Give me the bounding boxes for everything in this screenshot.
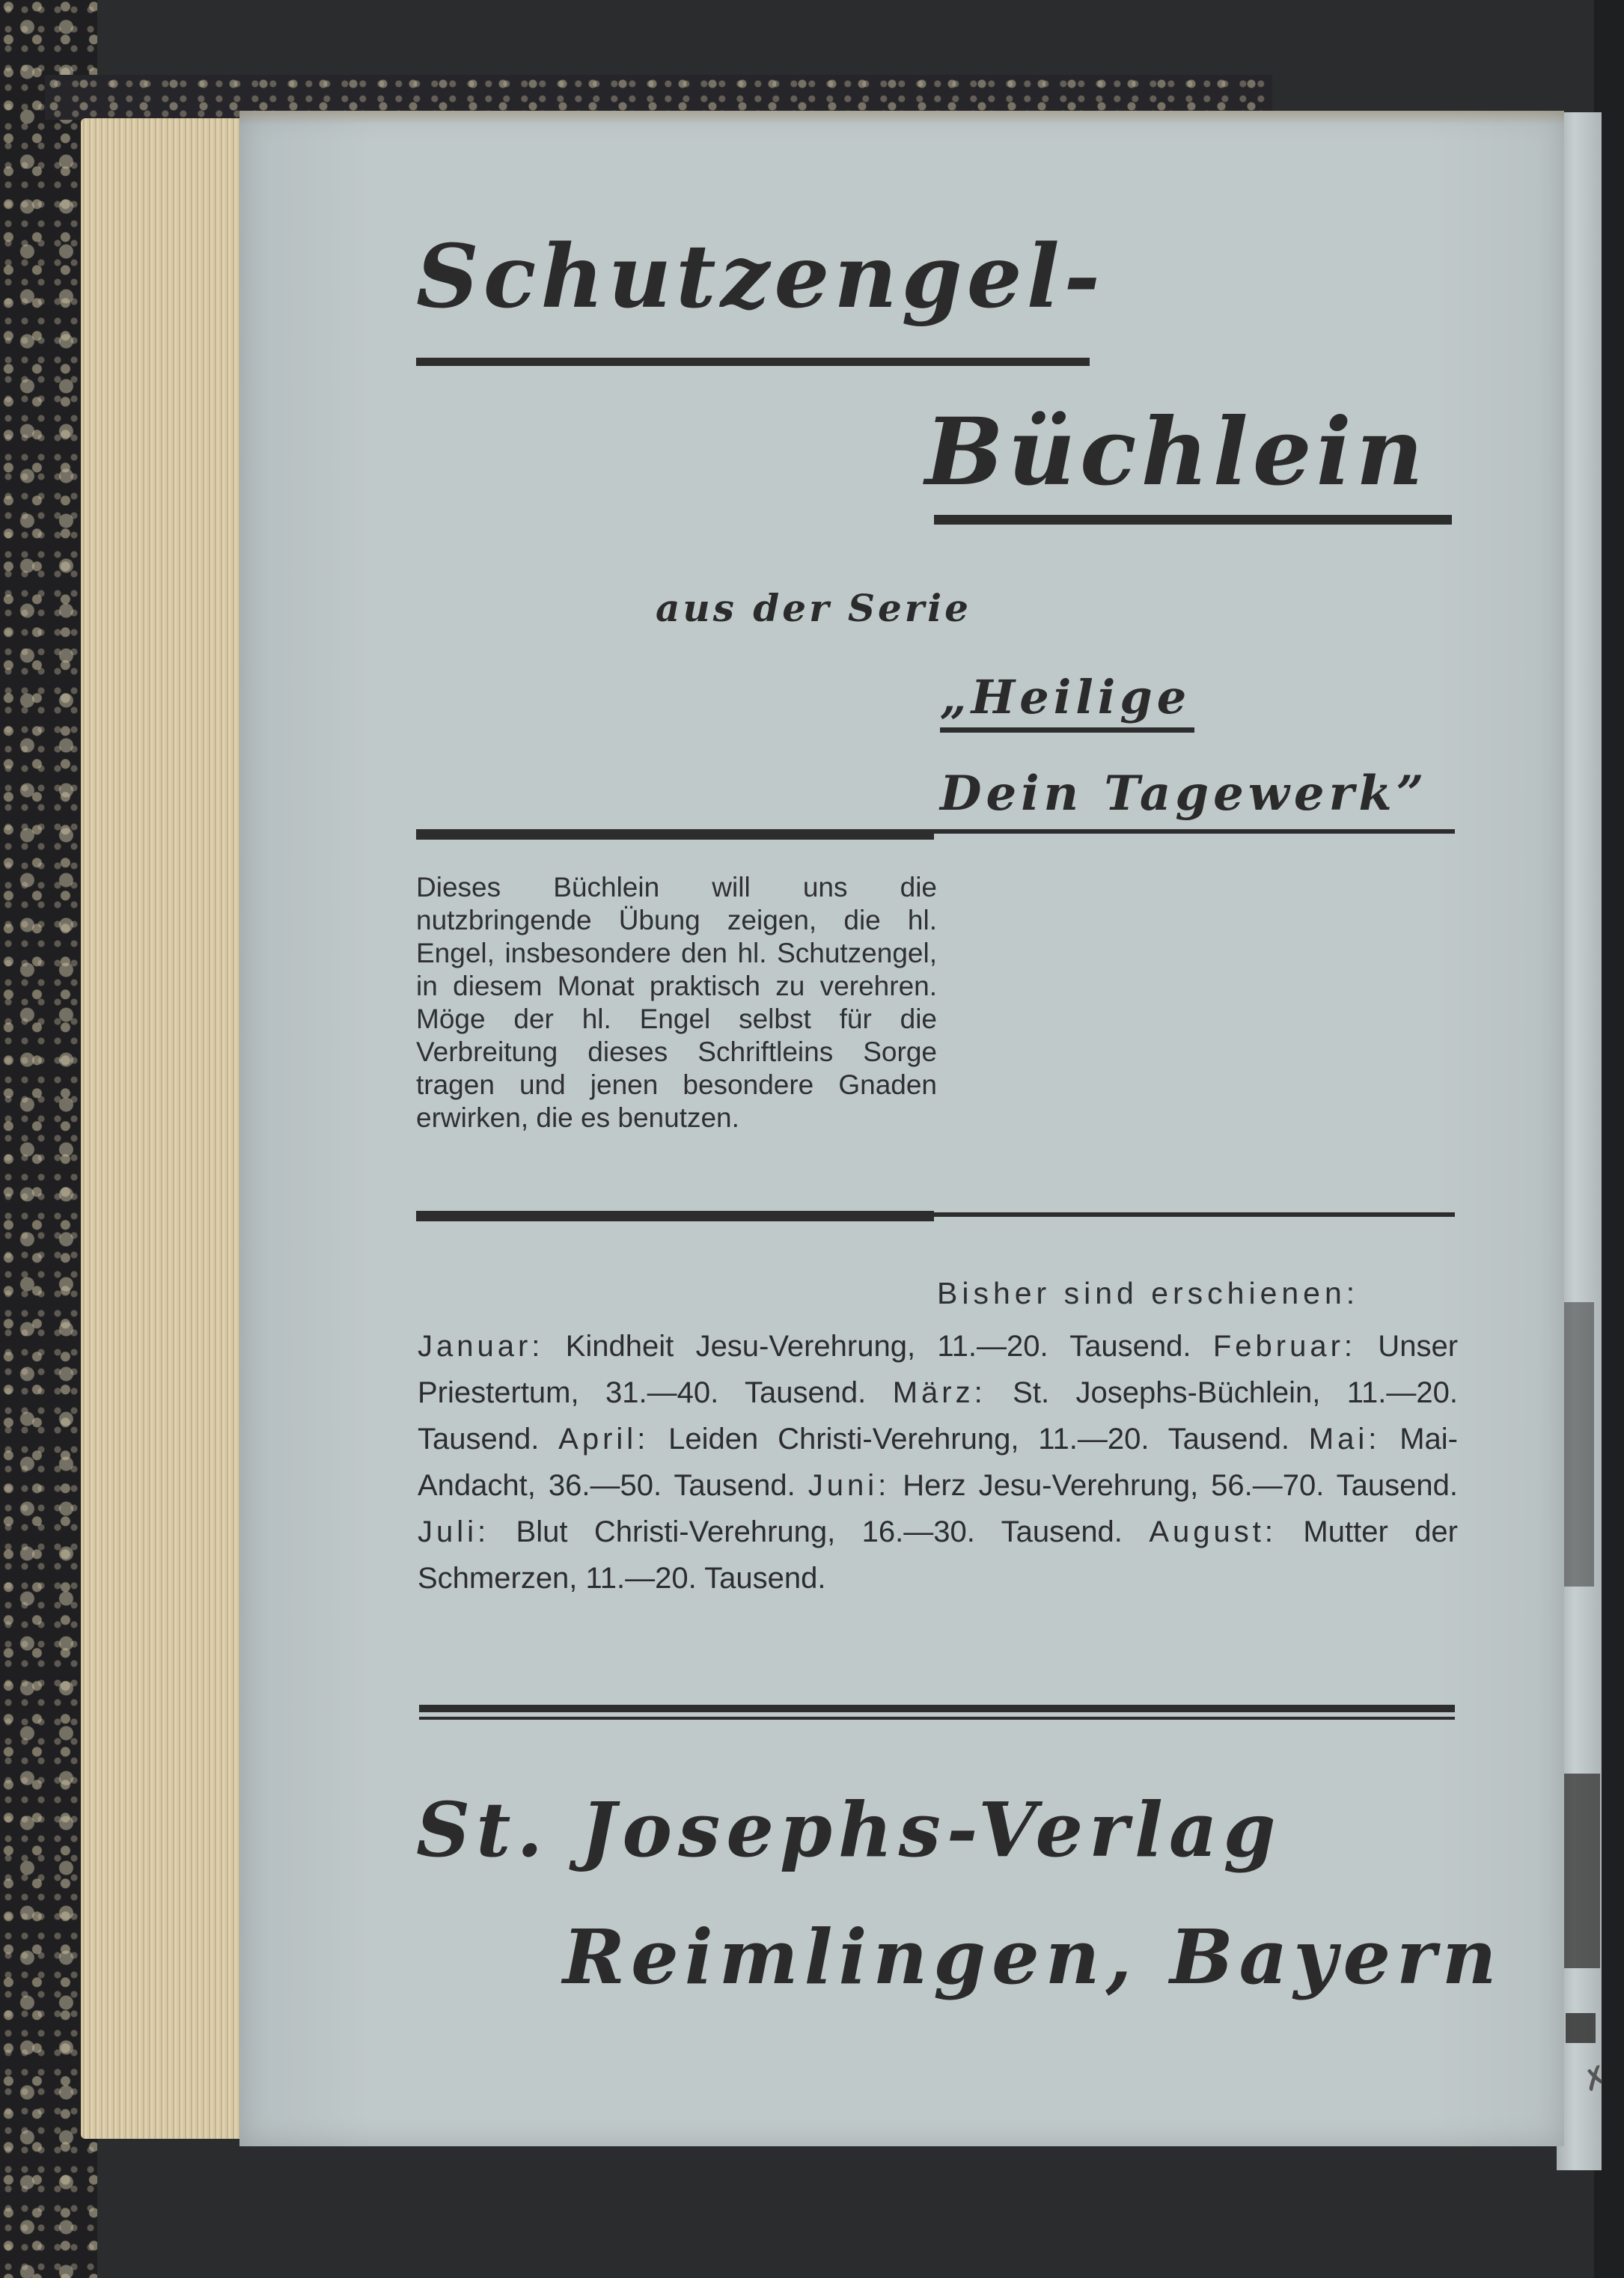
divider-middle-right	[934, 1212, 1455, 1217]
issues-list	[418, 1323, 1458, 1601]
series-title-line-2: Dein Tagewerk”	[940, 766, 1429, 822]
publisher-location: Reimlingen, Bayern	[563, 1913, 1503, 2001]
issue-text: Blut Christi-Verehrung, 16.—30. Tausend.	[489, 1515, 1150, 1548]
issue-text: Herz Jesu-Verehrung, 56.—70. Tausend.	[890, 1469, 1458, 1502]
title-underline-1	[416, 358, 1090, 366]
issue-month: Juni:	[808, 1469, 891, 1502]
series-underline-1	[940, 727, 1194, 733]
issue-text: Kindheit Jesu-Verehrung, 11.—20. Tausend.	[543, 1330, 1213, 1363]
published-heading: Bisher sind erschienen:	[937, 1276, 1360, 1310]
series-title-line-1: „Heilige	[940, 670, 1191, 724]
issue-month: Juli:	[418, 1515, 490, 1548]
page-top-shade	[239, 111, 1564, 124]
series-underline-2b	[934, 829, 1455, 834]
page-block-edges	[81, 118, 253, 2139]
title-underline-2	[934, 515, 1452, 525]
issue-text: Mai-Andacht, 36.—50. Tausend.	[418, 1423, 1458, 1502]
divider-bottom-thick	[419, 1705, 1455, 1712]
issue-month: Februar:	[1212, 1330, 1357, 1363]
pencil-mark-icon: ✗	[1578, 2058, 1614, 2100]
issue-text: Mutter der Schmerzen, 11.—20. Tausend.	[418, 1515, 1459, 1595]
issue-month: April:	[558, 1423, 650, 1456]
divider-bottom-thin	[419, 1717, 1455, 1720]
issue-month: Mai:	[1308, 1423, 1381, 1456]
title-line-2: Büchlein	[925, 398, 1428, 507]
description-paragraph: Dieses Büchlein will uns die nutzbringende Übung zeigen, die hl. Engel, insbesondere den hl. Schutzengel, in diesem Monat praktisch zu verehren. Möge der hl. Engel selbst für die Verbreitung dieses Schriftleins Sorge tragen und jenen besondere Gnaden erwirken, die es benutzen.	[416, 872, 937, 1133]
issue-text: Leiden Christi-Verehrung, 11.—20. Tausend.	[649, 1423, 1309, 1456]
divider-middle-left	[416, 1211, 934, 1221]
issue-month: Januar:	[418, 1330, 544, 1363]
issue-month: März:	[892, 1376, 986, 1409]
issue-month: August:	[1149, 1515, 1277, 1548]
series-intro: aus der Serie	[656, 586, 971, 630]
title-line-1: Schutzengel-	[416, 226, 1105, 328]
issue-text: St. Josephs-Büchlein, 11.—20. Tausend.	[418, 1376, 1458, 1456]
issue-text: Unser Priestertum, 31.—40. Tausend.	[418, 1330, 1459, 1409]
publisher-name: St. Josephs-Verlag	[416, 1786, 1282, 1874]
series-underline-2	[416, 829, 934, 840]
